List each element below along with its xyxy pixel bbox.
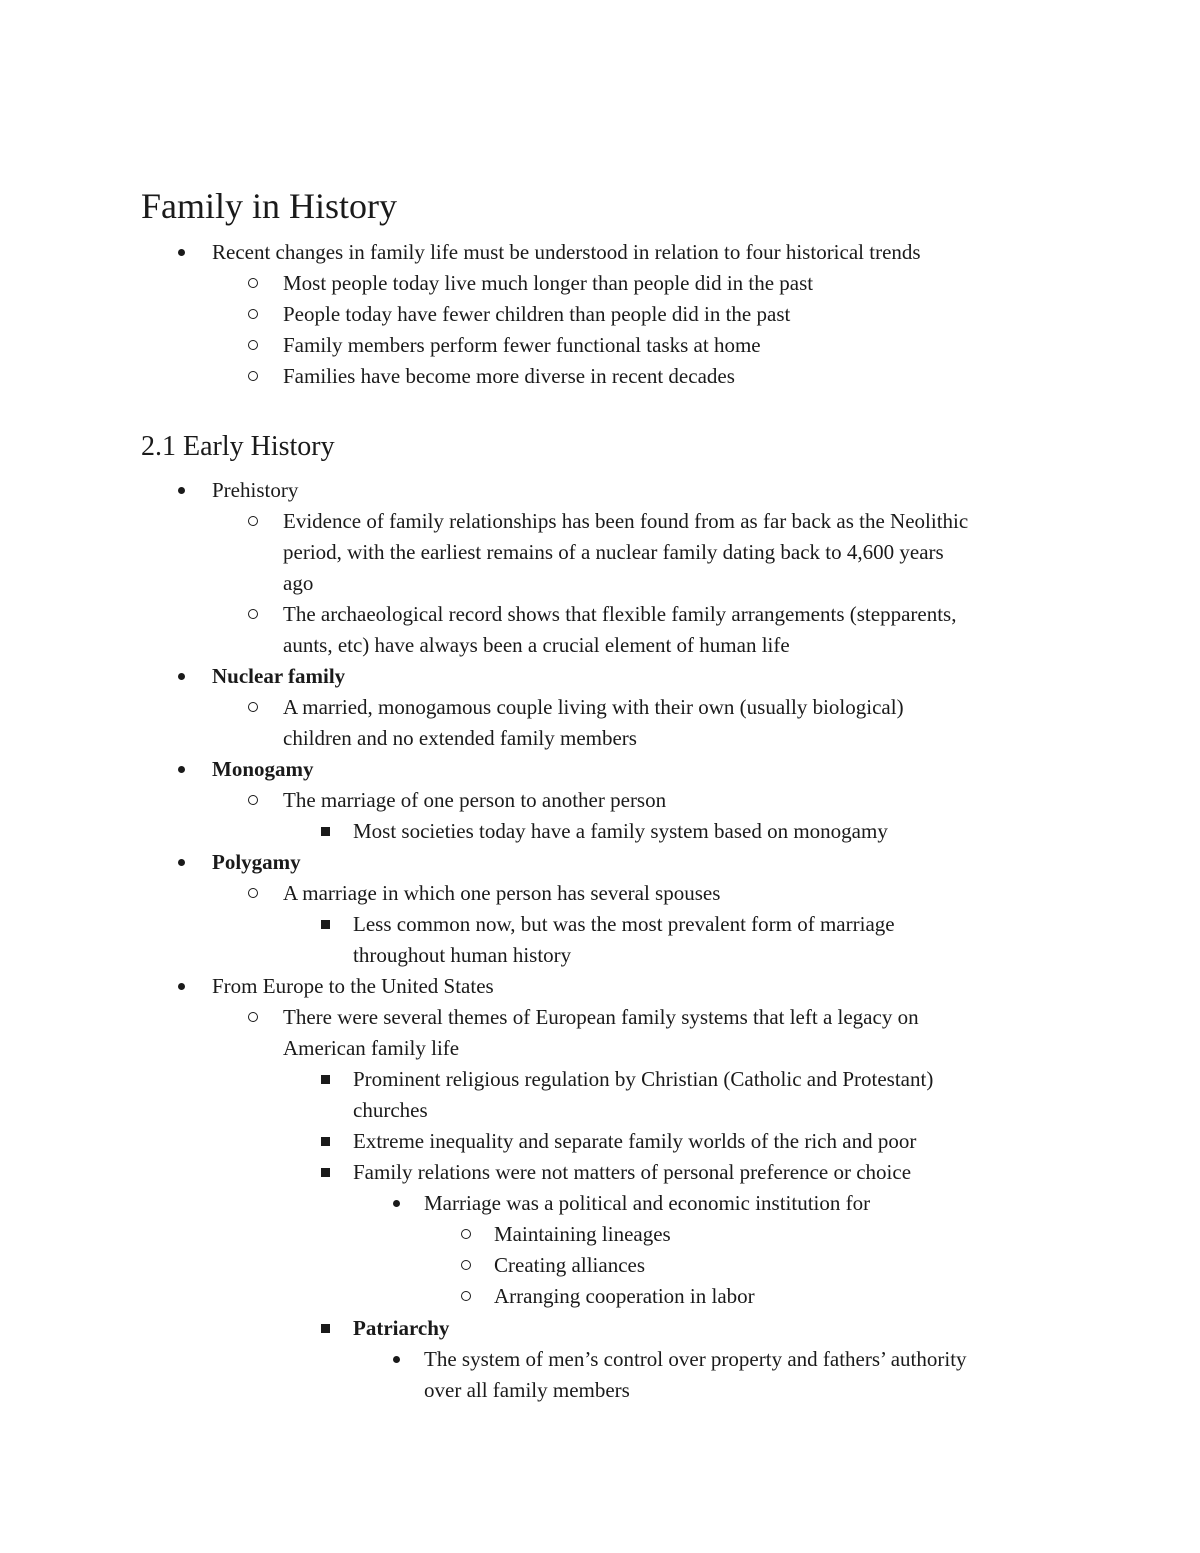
list-item: The marriage of one person to another person (283, 788, 667, 812)
bullet-disc-icon (171, 237, 191, 268)
bullet-disc-icon (171, 847, 191, 878)
bullet-circle-icon (243, 506, 263, 537)
list-item: People today have fewer children than people did in the past (283, 302, 791, 326)
list-item: Most societies today have a family system based on monogamy (353, 819, 888, 843)
list-item: Marriage was a political and economic institution for (424, 1191, 871, 1215)
term-patriarchy: Patriarchy (353, 1316, 450, 1340)
bullet-square-icon (315, 1126, 335, 1157)
bullet-circle-icon (243, 330, 263, 361)
list-item: Maintaining lineages (494, 1222, 671, 1246)
document-title: Family in History (141, 186, 398, 226)
bullet-circle-icon (243, 785, 263, 816)
section-title: 2.1 Early History (141, 431, 335, 462)
bullet-circle-icon (456, 1281, 476, 1312)
intro-text: Recent changes in family life must be understood in relation to four historical trends (212, 240, 921, 264)
bullet-square-icon (315, 909, 335, 940)
bullet-circle-icon (456, 1219, 476, 1250)
list-item: A marriage in which one person has several spouses (283, 881, 721, 905)
prehistory-label: Prehistory (212, 478, 299, 502)
list-item: Families have become more diverse in recent decades (283, 364, 735, 388)
term-monogamy: Monogamy (212, 757, 314, 781)
bullet-circle-icon (243, 268, 263, 299)
list-item: Family relations were not matters of personal preference or choice (353, 1160, 912, 1184)
list-item-continued: over all family members (424, 1378, 630, 1402)
bullet-disc-icon (386, 1344, 406, 1375)
list-item-continued: aunts, etc) have always been a crucial element of human life (283, 633, 790, 657)
bullet-circle-icon (243, 692, 263, 723)
list-item-continued: churches (353, 1098, 428, 1122)
bullet-disc-icon (171, 661, 191, 692)
bullet-circle-icon (243, 599, 263, 630)
list-item: There were several themes of European family systems that left a legacy on (283, 1005, 919, 1029)
bullet-square-icon (315, 1313, 335, 1344)
list-item-continued: children and no extended family members (283, 726, 637, 750)
list-item: Extreme inequality and separate family worlds of the rich and poor (353, 1129, 917, 1153)
list-item: Creating alliances (494, 1253, 646, 1277)
list-item: A married, monogamous couple living with their own (usually biological) (283, 695, 904, 719)
bullet-circle-icon (243, 1002, 263, 1033)
list-item: The system of men’s control over property and fathers’ authority (424, 1347, 967, 1371)
list-item: Evidence of family relationships has been found from as far back as the Neolithic (283, 509, 969, 533)
bullet-square-icon (315, 1157, 335, 1188)
list-item: Arranging cooperation in labor (494, 1284, 755, 1308)
list-item: Less common now, but was the most prevalent form of marriage (353, 912, 895, 936)
bullet-square-icon (315, 1064, 335, 1095)
bullet-circle-icon (456, 1250, 476, 1281)
list-item: Family members perform fewer functional tasks at home (283, 333, 761, 357)
bullet-circle-icon (243, 299, 263, 330)
bullet-square-icon (315, 816, 335, 847)
europe-label: From Europe to the United States (212, 974, 494, 998)
term-polygamy: Polygamy (212, 850, 301, 874)
list-item-continued: period, with the earliest remains of a nuclear family dating back to 4,600 years (283, 540, 944, 564)
list-item: Prominent religious regulation by Christian (Catholic and Protestant) (353, 1067, 934, 1091)
list-item-continued: throughout human history (353, 943, 572, 967)
bullet-disc-icon (386, 1188, 406, 1219)
list-item-continued: American family life (283, 1036, 460, 1060)
list-item: The archaeological record shows that flexible family arrangements (stepparents, (283, 602, 957, 626)
list-item-continued: ago (283, 571, 314, 595)
bullet-circle-icon (243, 361, 263, 392)
bullet-circle-icon (243, 878, 263, 909)
bullet-disc-icon (171, 475, 191, 506)
list-item: Most people today live much longer than people did in the past (283, 271, 814, 295)
term-nuclear-family: Nuclear family (212, 664, 346, 688)
bullet-disc-icon (171, 971, 191, 1002)
bullet-disc-icon (171, 754, 191, 785)
